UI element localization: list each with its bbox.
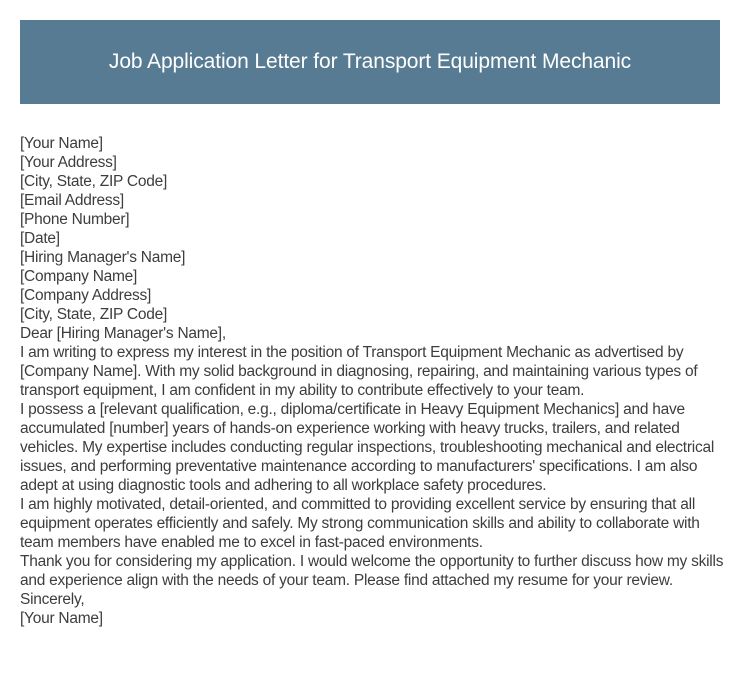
letter-body <box>20 134 725 628</box>
page-title: Job Application Letter for Transport Equipment Mechanic <box>108 50 632 73</box>
signature: [Your Name] <box>20 610 103 627</box>
recipient-company: [Company Name] <box>20 268 138 285</box>
recipient-name: [Hiring Manager's Name] <box>20 249 186 266</box>
sender-city-state-zip: [City, State, ZIP Code] <box>20 173 168 190</box>
recipient-city-state-zip: [City, State, ZIP Code] <box>20 306 168 323</box>
paragraph-closing: Thank you for considering my application. I would welcome the opportunity to further discuss how my skills and experience align with the needs of your team. Please find attached my resume for your review. <box>20 553 724 589</box>
closing: Sincerely, <box>20 591 85 608</box>
paragraph-qualifications: I possess a [relevant qualification, e.g., diploma/certificate in Heavy Equipment Mechanics] and have accumulated [number] years of hands-on experience working with heavy trucks, trailers, and related vehicles. My expertise includes conducting regular inspections, troubleshooting mechanical and electrical issues, and performing preventative maintenance according to manufacturers' specifications. I am also adept at using diagnostic tools and adhering to all workplace safety procedures. <box>20 401 715 494</box>
salutation: Dear [Hiring Manager's Name], <box>20 325 226 342</box>
paragraph-intro: I am writing to express my interest in the position of Transport Equipment Mechanic as advertised by [Company Name]. With my solid background in diagnosing, repairing, and maintaining various types of transport equipment, I am confident in my ability to contribute effectively to your team. <box>20 344 698 399</box>
sender-phone: [Phone Number] <box>20 211 130 228</box>
sender-address: [Your Address] <box>20 154 117 171</box>
sender-block <box>20 134 725 248</box>
paragraph-attributes: I am highly motivated, detail-oriented, and committed to providing excellent service by ensuring that all equipment operates efficiently and safely. My strong communication skills and ability to collaborate with team members have enabled me to excel in fast-paced environments. <box>20 496 700 551</box>
title-banner <box>20 20 720 104</box>
recipient-address: [Company Address] <box>20 287 152 304</box>
recipient-block <box>20 248 725 324</box>
sender-name: [Your Name] <box>20 135 103 152</box>
sender-email: [Email Address] <box>20 192 124 209</box>
letter-date: [Date] <box>20 230 60 247</box>
